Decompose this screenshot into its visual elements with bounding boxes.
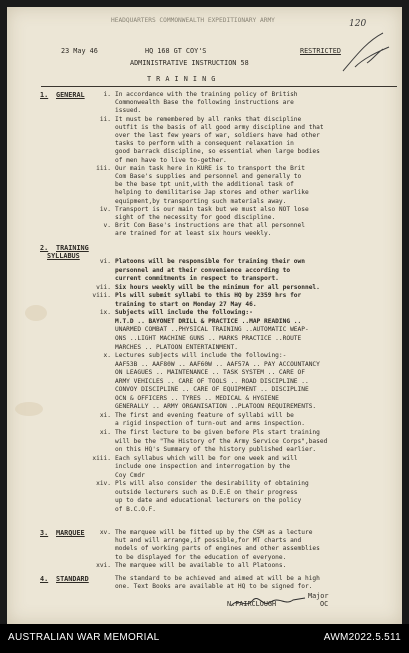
paragraph-line	[93, 446, 398, 455]
paragraph-line	[93, 554, 398, 562]
paragraph-line	[93, 506, 398, 515]
paragraph-text: Each syllabus which will be for one week and will	[115, 454, 298, 462]
paragraph-text: Brit Com Base's instructions are that all personnel	[115, 222, 305, 230]
paragraph-text: Subjects will include the following:-	[115, 309, 253, 317]
paragraph-text: Our main task here in KURE is to transport the Brit	[115, 164, 305, 172]
paragraph-text: will be the "The History of the Army Service Corps",based	[115, 437, 328, 445]
paragraph-text: tasks to perform with a consequent relaxation in	[115, 140, 294, 148]
paragraph-text: AAF53B .. AAF80W .. AAF60W .. AAF57A .. PAY ACCOUNTANCY	[115, 360, 320, 368]
paragraph-line	[93, 116, 398, 124]
paragraph-text: The marquee will be fitted up by the CSM as a lecture	[115, 529, 313, 536]
footer-accession-number: AWM2022.5.511	[323, 632, 401, 643]
paragraph-line	[93, 378, 398, 387]
paragraph-text: hut and will arrange,if possible,for MT charts and	[115, 537, 302, 545]
section-title-standard: STANDARD	[56, 575, 89, 583]
paragraph-line	[93, 545, 398, 553]
paragraph-number: xiv.	[96, 480, 111, 488]
faded-letterhead: HEADQUARTERS COMMONWEALTH EXPEDITIONARY ARMY	[111, 17, 275, 24]
paragraph-text: Platoons will be responsible for training their own	[115, 258, 305, 265]
paragraph-text: include one inspection and interrogation by the	[115, 463, 291, 471]
paragraph-line	[93, 335, 398, 344]
paragraph-line	[93, 386, 398, 395]
paragraph-line	[93, 480, 398, 489]
paragraph-text: ONS ..LIGHT MACHINE GUNS .. MARKS PRACTICE ..ROUTE	[115, 334, 302, 342]
paper-stain	[25, 305, 47, 321]
paragraph-number: xi.	[99, 429, 111, 436]
paragraph-number: xv.	[99, 529, 111, 536]
paragraph-line	[93, 489, 398, 498]
paragraph-number: vi.	[99, 258, 111, 265]
paragraph-line	[93, 148, 398, 156]
signature-name: N.FAIRCLOUGH	[227, 600, 277, 608]
paragraph-line	[93, 537, 398, 545]
paragraph-line	[93, 403, 398, 412]
paragraph-line	[93, 497, 398, 506]
paragraph-line	[93, 395, 398, 404]
paragraph-line	[93, 181, 398, 189]
paragraph-text: Lectures subjects will include the following:-	[115, 352, 287, 360]
paragraph-number: ix.	[99, 309, 111, 317]
paragraph-text: Transport is our main task but we must also NOT lose	[115, 205, 309, 213]
paragraph-line	[93, 275, 398, 284]
signature-rank: Major	[308, 592, 329, 600]
paragraph-line	[93, 206, 398, 214]
paragraph-line	[93, 157, 398, 165]
paragraph-number: viii.	[92, 292, 111, 300]
paragraph-line	[93, 412, 398, 421]
paragraph-text: CONVOY DISCIPLINE .. CARE OF EQUIPMENT .. DISCIPLINE	[115, 386, 309, 394]
archive-footer	[0, 624, 409, 653]
classification-label: RESTRICTED	[300, 47, 341, 55]
paragraph-text: ON LEAGUES .. MAINTENANCE .. TASK SYSTEM .. CARE OF	[115, 369, 305, 377]
paragraph-text: The first lecture to be given before Pls start training	[115, 429, 320, 436]
section-number-general: 1.	[40, 91, 49, 99]
paragraph-text: issued.	[115, 107, 142, 115]
paragraph-line	[93, 301, 398, 310]
paper-stain	[15, 402, 43, 416]
paragraph-number: iii.	[96, 164, 111, 172]
paragraph-number: xi.	[99, 411, 111, 419]
handwritten-number: 120	[349, 19, 367, 29]
paragraph-number: xiii.	[92, 454, 111, 462]
paragraph-text: GENERALLY .. ARMY ORGANISATION ..PLATOON REQUIREMENTS.	[115, 403, 317, 411]
paragraph-line	[93, 124, 398, 132]
paragraph-text: Six hours weekly will be the minimum for all personnel.	[115, 283, 320, 291]
paragraph-text: outside lecturers such as D.E.E on their progress	[115, 488, 298, 496]
paragraph-text: to be displayed for the education of everyone.	[115, 553, 287, 561]
paragraph-text: of B.C.O.F.	[115, 505, 156, 513]
paragraph-text: Pls will also consider the desirability of obtaining	[115, 480, 309, 488]
paragraph-text: on this HQ's Summary of the history published earlier.	[115, 446, 317, 454]
paragraph-number: xvi.	[96, 561, 111, 569]
paragraph-text: good barrack discipline, so essential when large bodies	[115, 148, 320, 156]
paragraph-text: of men have to live to-gether.	[115, 156, 227, 164]
paragraph-text: MARCHES .. PLATOON ENTERTAINMENT.	[115, 343, 238, 351]
paragraph-line	[93, 230, 398, 238]
paragraph-text: are trained for at least six hours weekly.	[115, 230, 272, 238]
paragraph-number: i.	[103, 91, 111, 98]
paragraph-line	[93, 420, 398, 429]
paragraph-text: personnel and at their convenience according to	[115, 266, 291, 274]
paragraph-line	[93, 173, 398, 181]
paragraph-line	[93, 318, 398, 327]
paragraph-text: UNARMED COMBAT ..PHYSICAL TRAINING ..AUTOMATIC WEAP-	[115, 326, 309, 334]
paragraph-text: The standard to be achieved and aimed at will be a high	[115, 575, 320, 582]
paragraph-text: The marquee will be available to all Platoons.	[115, 561, 287, 569]
paragraph-line	[93, 214, 398, 222]
footer-institution: AUSTRALIAN WAR MEMORIAL	[8, 632, 160, 643]
paragraph-line	[93, 583, 398, 591]
document-date: 23 May 46	[61, 47, 98, 55]
instruction-title: ADMINISTRATIVE INSTRUCTION 58	[130, 59, 249, 67]
paragraph-line	[93, 132, 398, 140]
section-number-marquee: 3.	[40, 529, 49, 537]
paragraph-text: OCN & OFFICERS .. TYRES .. MEDICAL & HYGIENE	[115, 394, 279, 402]
paragraph-text: a rigid inspection of turn-out and arms inspection.	[115, 420, 305, 428]
paragraph-number: vii.	[96, 283, 111, 291]
paragraph-line	[93, 463, 398, 472]
paragraph-line	[93, 165, 398, 173]
section-title-marquee: MARQUEE	[56, 529, 85, 537]
paragraph-text: Commonwealth Base the following instructions are	[115, 99, 294, 107]
paragraph-number: v.	[103, 222, 111, 230]
paragraph-line	[93, 429, 398, 438]
paragraph-line	[93, 189, 398, 197]
paragraph-line	[93, 438, 398, 447]
paragraph-text: It must be remembered by all ranks that discipline	[115, 115, 302, 123]
paragraph-line	[93, 472, 398, 481]
paragraph-line	[93, 529, 398, 537]
handwritten-initials-mark	[337, 27, 397, 79]
paragraph-line	[93, 198, 398, 206]
section-title-general: GENERAL	[56, 91, 85, 99]
paragraph-line	[93, 99, 398, 107]
paragraph-line	[93, 107, 398, 115]
paragraph-text: ARMY VEHICLES .. CARE OF TOOLS .. ROAD DISCIPLINE ..	[115, 377, 309, 385]
paragraph-line	[93, 309, 398, 318]
paragraph-text: training to start on Monday 27 May 46.	[115, 300, 257, 308]
paragraph-text: helping to demilitarise Jap stores and other warlike	[115, 189, 309, 197]
paragraph-number: ii.	[99, 115, 111, 123]
paragraph-line	[93, 575, 398, 583]
paragraph-line	[93, 267, 398, 276]
paragraph-text: The first and evening feature of syllabi will be	[115, 411, 294, 419]
paragraph-line	[93, 140, 398, 148]
paragraph-text: In accordance with the training policy of British	[115, 91, 298, 98]
paragraph-line	[93, 222, 398, 230]
section-number-standard: 4.	[40, 575, 49, 583]
paragraph-text: current commitments in respect to transport.	[115, 275, 279, 283]
paragraph-number: iv.	[99, 205, 111, 213]
paragraph-line	[93, 91, 398, 99]
paragraph-line	[93, 562, 398, 570]
paragraph-line	[93, 369, 398, 378]
paragraph-line	[93, 344, 398, 353]
document-page	[7, 7, 402, 624]
signature-appointment: OC	[320, 600, 329, 608]
hq-line: HQ 168 GT COY'S	[145, 47, 207, 55]
subject-heading: T R A I N I N G	[147, 75, 216, 83]
paragraph-text: over the last few years of war, soldiers have had other	[115, 132, 320, 139]
paragraph-line	[93, 361, 398, 370]
paragraph-line	[93, 284, 398, 293]
section-title-training: TRAINING	[56, 244, 89, 252]
paragraph-text: one. Text Books are available at HQ to be signed for.	[115, 583, 313, 591]
paragraph-line	[93, 258, 398, 267]
paragraph-text: Pls will submit syllabi to this HQ by 2359 hrs for	[115, 292, 302, 300]
section-number-training: 2.	[40, 244, 49, 252]
paragraph-text: equipment,by transporting such materials away.	[115, 197, 287, 205]
section-title-syllabus: SYLLABUS	[47, 252, 80, 260]
paragraph-text: up to date and educational lecturers on the policy	[115, 497, 302, 505]
paragraph-line	[93, 455, 398, 464]
paragraph-text: be the base tpt unit,with the additional task of	[115, 181, 294, 189]
subject-underline	[41, 86, 397, 87]
paragraph-text: Com Base's supplies and personnel and generally to	[115, 173, 302, 180]
paragraph-text: sight of the necessity for good discipline.	[115, 214, 276, 221]
paragraph-text: M.T.D .. BAYONET DRILL & PRACTICE ..MAP READING ..	[115, 317, 302, 325]
paragraph-line	[93, 292, 398, 301]
paragraph-number: x.	[103, 352, 111, 360]
paragraph-text: outfit is the basis of all good army discipline and that	[115, 123, 324, 131]
paragraph-line	[93, 326, 398, 335]
paragraph-text: models of working parts of engines and other assemblies	[115, 545, 320, 553]
paragraph-text: Coy Cmdr	[115, 471, 145, 479]
paragraph-line	[93, 352, 398, 361]
